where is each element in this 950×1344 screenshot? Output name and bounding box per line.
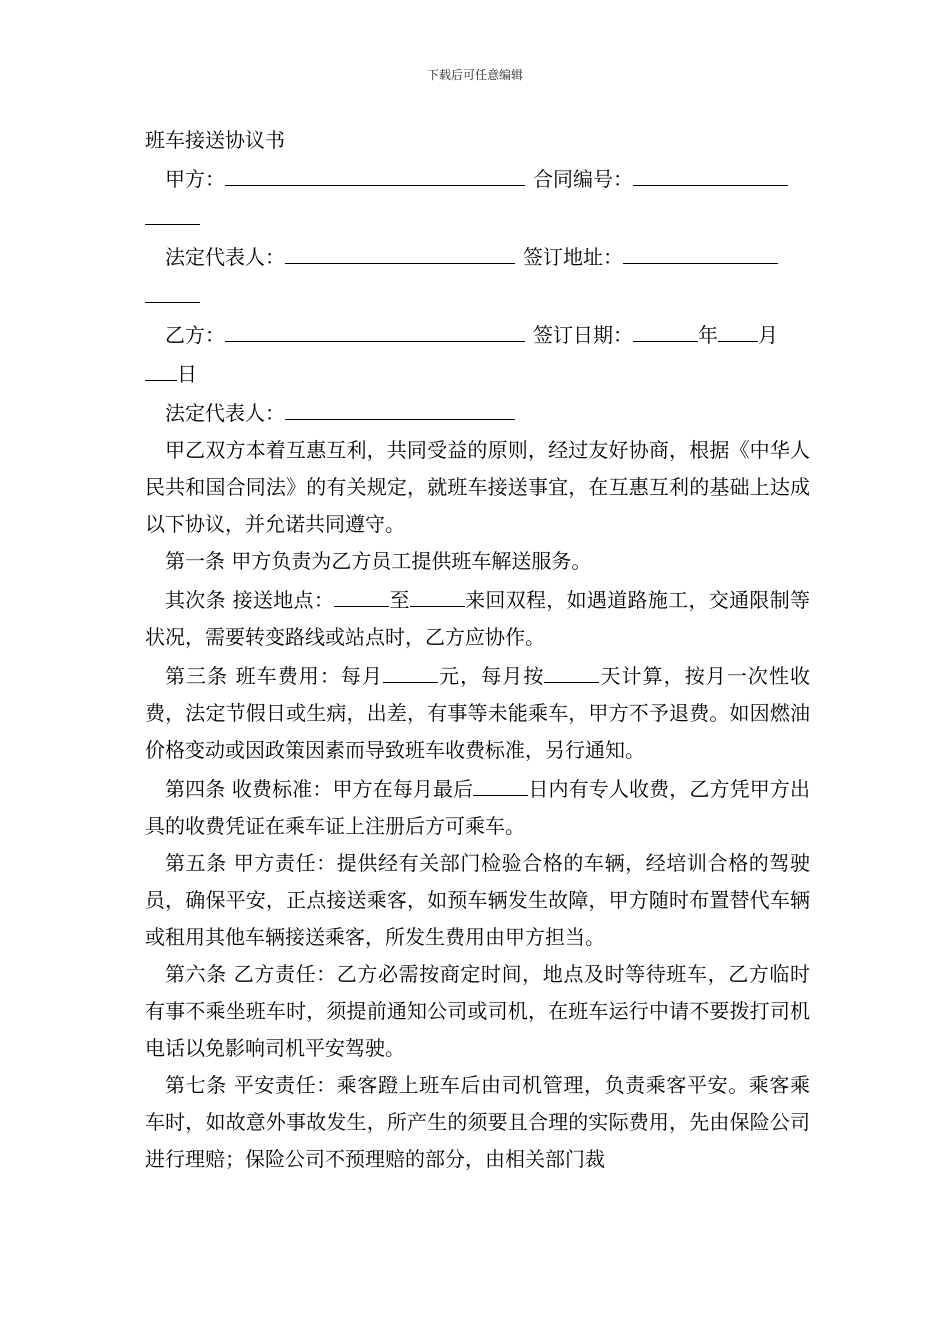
document-title: 班车接送协议书 <box>145 128 285 152</box>
pickup-to-blank <box>410 580 465 607</box>
monthly-fee-blank <box>383 656 438 683</box>
party-b-label: 乙方： <box>165 323 225 347</box>
contract-no-blank-cont <box>145 198 810 237</box>
party-b-row <box>145 315 810 354</box>
month-blank <box>718 315 758 342</box>
sign-place-blank-cont <box>145 276 810 315</box>
party-b-blank <box>225 315 525 342</box>
party-a-blank <box>225 159 525 186</box>
day-row <box>145 354 810 393</box>
legal-rep-blank <box>285 237 515 264</box>
article-5: 第五条 甲方责任：提供经有关部门检验合格的车辆，经培训合格的驾驶员，确保平安，正点接送乘客，如预车辆发生故障，甲方随时布置替代车辆或租用其他车辆接送乘客，所发生费用由甲方担当。 <box>145 851 810 949</box>
legal-rep-row <box>145 237 810 276</box>
party-a-label: 甲方： <box>165 167 225 191</box>
article-6: 第六条 乙方责任：乙方必需按商定时间，地点及时等待班车，乙方临时有事不乘坐班车时，须提前通知公司或司机，在班车运行中请不要拨打司机电话以免影响司机平安驾驶。 <box>145 962 810 1060</box>
collection-days-blank <box>473 769 528 796</box>
legal-rep-b-label: 法定代表人： <box>165 401 285 425</box>
year-blank <box>633 315 698 342</box>
day-blank <box>145 354 177 381</box>
contract-no-label: 合同编号： <box>533 167 633 191</box>
legal-rep-b-row <box>145 393 810 432</box>
pickup-from-blank <box>334 580 389 607</box>
year-label: 年 <box>698 323 718 347</box>
party-a-row <box>145 159 810 198</box>
month-label: 月 <box>758 323 778 347</box>
document-body <box>145 122 810 1178</box>
preamble: 甲乙双方本着互惠互利，共同受益的原则，经过友好协商，根据《中华人民共和国合同法》的有关规定，就班车接送事宜，在互惠互利的基础上达成以下协议，并允诺共同遵守。 <box>145 438 810 536</box>
article-1: 第一条 甲方负责为乙方员工提供班车解送服务。 <box>165 549 592 573</box>
legal-rep-b-blank <box>285 393 515 420</box>
day-label: 日 <box>177 362 197 386</box>
header-note: 下载后可任意编辑 <box>426 68 523 82</box>
article-4: 第四条 收费标准：甲方在每月最后 日内有专人收费，乙方凭甲方出具的收费凭证在乘车证上注册后方可乘车。 <box>145 769 810 845</box>
sign-place-label: 签订地址： <box>523 245 623 269</box>
contract-no-blank <box>633 159 788 186</box>
legal-rep-label: 法定代表人： <box>165 245 285 269</box>
article-7: 第七条 平安责任：乘客蹬上班车后由司机管理，负责乘客平安。乘客乘车时，如故意外事故发生，所产生的须要且合理的实际费用，先由保险公司进行理赔；保险公司不预理赔的部分，由相关部门裁 <box>145 1073 810 1171</box>
billing-days-blank <box>544 656 599 683</box>
sign-place-blank <box>623 237 778 264</box>
article-2: 其次条 接送地点： 至 来回双程，如遇道路施工，交通限制等状况，需要转变路线或站点时，乙方应协作。 <box>145 580 810 656</box>
article-3: 第三条 班车费用：每月 元，每月按 天计算，按月一次性收费，法定节假日或生病，出差，有事等未能乘车，甲方不予退费。如因燃油价格变动或因政策因素而导致班车收费标准，另行通知。 <box>145 656 810 769</box>
sign-date-label: 签订日期： <box>533 323 633 347</box>
